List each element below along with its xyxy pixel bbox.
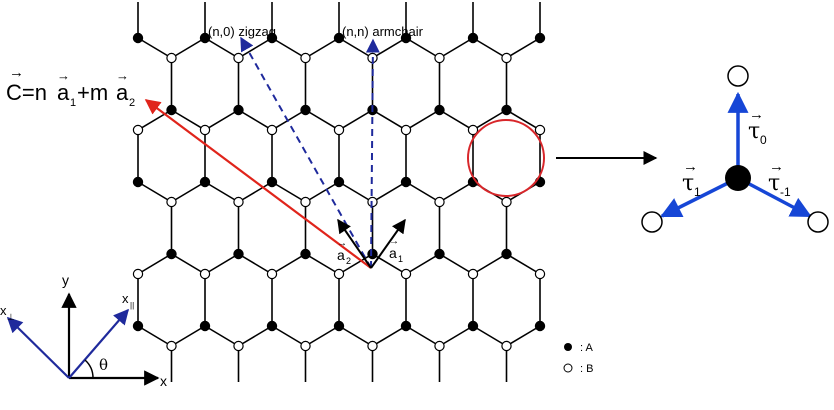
legend-a-marker <box>564 343 572 351</box>
svg-text:a: a <box>389 245 397 261</box>
atom-a <box>401 321 410 330</box>
lattice-bond <box>306 326 340 346</box>
lattice-bond <box>440 110 474 130</box>
zoom-atom-b-top <box>728 66 748 86</box>
atom-b <box>334 125 343 134</box>
atom-b <box>401 125 410 134</box>
lattice-bond <box>440 326 474 346</box>
lattice-bond <box>406 182 440 202</box>
svg-text:→: → <box>57 68 70 83</box>
lattice-bond <box>205 254 239 274</box>
zoom-atom-a <box>725 165 751 191</box>
svg-text:2: 2 <box>346 256 352 266</box>
legend-a-label: : A <box>580 342 593 354</box>
atom-b <box>435 341 444 350</box>
x-perp-label: x <box>0 303 7 318</box>
svg-text:a: a <box>337 247 345 263</box>
atom-b <box>435 53 444 62</box>
atom-a <box>368 249 377 258</box>
atom-b <box>502 53 511 62</box>
atom-a <box>401 177 410 186</box>
x-axis-label: x <box>160 373 167 389</box>
tau-minus1-label <box>768 158 791 199</box>
tau0-label <box>748 106 767 147</box>
svg-text:→: → <box>749 106 764 123</box>
lattice-bond <box>306 254 340 274</box>
atom-a <box>334 321 343 330</box>
atom-b <box>502 341 511 350</box>
atom-b <box>535 269 544 278</box>
atom-b <box>401 269 410 278</box>
atom-a <box>301 249 310 258</box>
lattice-bond <box>272 110 306 130</box>
legend-b-label: : B <box>580 363 594 375</box>
lattice-bond <box>239 326 273 346</box>
lattice-bond <box>239 182 273 202</box>
lattice-bond <box>272 326 306 346</box>
zigzag-label: (n,0) zigzag <box>208 24 276 39</box>
atom-a <box>200 177 209 186</box>
y-axis-label: y <box>62 272 69 288</box>
lattice-bond <box>406 254 440 274</box>
atom-b <box>301 53 310 62</box>
atom-b <box>468 269 477 278</box>
atom-b <box>167 53 176 62</box>
atom-a <box>267 321 276 330</box>
atom-a <box>133 33 142 42</box>
atom-b <box>267 125 276 134</box>
atom-b <box>234 53 243 62</box>
lattice-bond <box>239 254 273 274</box>
atom-a <box>301 105 310 114</box>
lattice-bond <box>373 38 407 58</box>
lattice-bond <box>406 38 440 58</box>
atom-b <box>301 341 310 350</box>
atom-a <box>200 321 209 330</box>
nearest-neighbour-vectors <box>642 66 828 232</box>
lattice-bond <box>339 110 373 130</box>
armchair-label: (n,n) armchair <box>342 24 423 39</box>
lattice-bond <box>172 254 206 274</box>
svg-text:→: → <box>683 158 698 175</box>
atom-a <box>435 105 444 114</box>
lattice-bond <box>339 326 373 346</box>
atom-a <box>267 177 276 186</box>
lattice-bond <box>373 110 407 130</box>
legend-b-marker <box>564 364 572 372</box>
lattice-bond <box>440 254 474 274</box>
atom-a <box>468 321 477 330</box>
lattice-bond <box>272 254 306 274</box>
svg-text:-1: -1 <box>780 185 791 199</box>
lattice-bond <box>339 182 373 202</box>
svg-text:C=n: C=n <box>6 80 47 105</box>
lattice-bond <box>507 326 541 346</box>
atom-a <box>167 249 176 258</box>
atom-b <box>435 197 444 206</box>
atom-b <box>502 197 511 206</box>
atom-b <box>535 125 544 134</box>
lattice-bond <box>272 38 306 58</box>
lattice-bond <box>172 182 206 202</box>
atom-a <box>535 321 544 330</box>
lattice-bond <box>239 38 273 58</box>
atom-b <box>200 125 209 134</box>
svg-text:+m: +m <box>77 80 109 105</box>
lattice-bond <box>440 38 474 58</box>
lattice-bond <box>205 326 239 346</box>
atom-a <box>502 249 511 258</box>
chiral-vector-label <box>6 64 135 109</box>
zoom-atom-b-right <box>808 212 828 232</box>
svg-text:τ: τ <box>682 171 695 196</box>
lattice-bond <box>507 38 541 58</box>
atom-b <box>167 341 176 350</box>
lattice-bond <box>473 38 507 58</box>
lattice-bond <box>373 182 407 202</box>
atom-b <box>234 341 243 350</box>
svg-text:1: 1 <box>694 185 701 199</box>
lattice-bond <box>239 110 273 130</box>
atom-b <box>133 269 142 278</box>
lattice-bond <box>138 182 172 202</box>
a1-label <box>389 236 403 264</box>
atom-b <box>133 125 142 134</box>
atom-a <box>535 33 544 42</box>
lattice-bond <box>172 326 206 346</box>
lattice-bond <box>205 182 239 202</box>
lattice-bond <box>406 110 440 130</box>
svg-text:→: → <box>116 68 129 83</box>
svg-text:τ: τ <box>748 119 761 144</box>
lattice-bond <box>473 254 507 274</box>
lattice-bond <box>138 326 172 346</box>
zoom-atom-b-left <box>642 212 662 232</box>
lattice-bond <box>172 110 206 130</box>
theta-label: θ <box>99 356 109 374</box>
legend <box>564 342 594 375</box>
atom-a <box>167 105 176 114</box>
lattice-bond <box>306 38 340 58</box>
svg-text:→: → <box>389 236 399 247</box>
atom-a <box>133 177 142 186</box>
lattice-bond <box>205 38 239 58</box>
lattice-bond <box>406 326 440 346</box>
atom-b <box>200 269 209 278</box>
x-perp-sub: ⊥ <box>7 312 15 322</box>
atom-b <box>334 269 343 278</box>
atom-b <box>167 197 176 206</box>
lattice-bond <box>306 110 340 130</box>
atom-a <box>334 177 343 186</box>
atom-a <box>133 321 142 330</box>
theta-arc <box>85 360 93 378</box>
lattice-bond <box>507 254 541 274</box>
atom-a <box>234 249 243 258</box>
atom-b <box>368 341 377 350</box>
svg-text:0: 0 <box>760 133 767 147</box>
atom-b <box>267 269 276 278</box>
svg-text:a: a <box>57 80 70 105</box>
lattice-bond <box>205 110 239 130</box>
lattice-bond <box>373 326 407 346</box>
svg-text:2: 2 <box>129 97 136 109</box>
lattice-bond <box>138 254 172 274</box>
svg-text:τ: τ <box>768 171 781 196</box>
lattice-bond <box>138 38 172 58</box>
x-parallel-sub: || <box>130 301 135 310</box>
lattice-bond <box>172 38 206 58</box>
lattice-bond <box>339 38 373 58</box>
atom-a <box>234 105 243 114</box>
lattice-bond <box>306 182 340 202</box>
tau1-label <box>682 158 701 199</box>
svg-text:1: 1 <box>398 254 404 264</box>
x-parallel-label: x <box>122 291 129 306</box>
lattice-bond <box>138 110 172 130</box>
honeycomb-lattice <box>133 2 544 382</box>
atom-a <box>468 33 477 42</box>
svg-text:1: 1 <box>70 97 77 109</box>
atom-a <box>502 105 511 114</box>
svg-text:a: a <box>116 80 129 105</box>
atom-a <box>435 249 444 258</box>
atom-b <box>301 197 310 206</box>
svg-text:→: → <box>337 238 347 249</box>
atom-b <box>234 197 243 206</box>
lattice-bond <box>440 182 474 202</box>
svg-text:→: → <box>9 64 24 81</box>
lattice-bond <box>473 326 507 346</box>
coordinate-axes <box>0 272 167 389</box>
highlight-circle <box>468 120 544 196</box>
svg-text:→: → <box>769 158 784 175</box>
x-perp-axis-arrow <box>8 318 69 378</box>
